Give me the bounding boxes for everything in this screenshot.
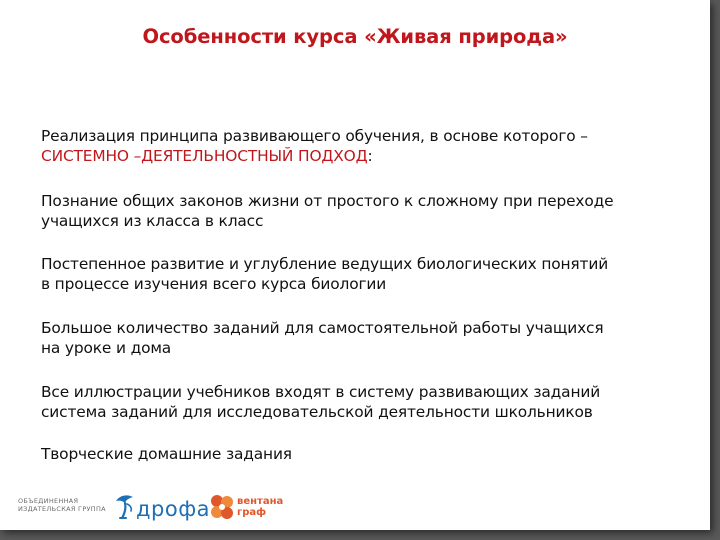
point-5 — [41, 444, 681, 464]
publishing-group-logo — [18, 497, 106, 513]
intro-paragraph — [41, 126, 681, 166]
intro-colon: : — [367, 147, 373, 165]
ventana-wordmark — [237, 496, 283, 518]
point-3-line-2: на уроке и дома — [41, 339, 172, 357]
intro-line-1: Реализация принципа развивающего обучения, в основе которого – — [41, 127, 588, 145]
intro-line-2 — [41, 146, 681, 166]
approach-highlight: СИСТЕМНО –ДЕЯТЕЛЬНОСТНЫЙ ПОДХОД — [41, 147, 368, 165]
ventana-mark-icon — [208, 492, 236, 522]
drofa-logo — [112, 491, 211, 525]
point-4 — [41, 382, 681, 422]
publisher-logos — [0, 490, 710, 530]
publishing-group-line-2: ИЗДАТЕЛЬСКАЯ ГРУППА — [18, 505, 106, 513]
point-4-line-1: Все иллюстрации учебников входят в систему развивающих заданий — [41, 383, 601, 401]
point-1 — [41, 191, 681, 231]
bird-icon — [112, 491, 138, 523]
slide-title: Особенности курса «Живая природа» — [142, 25, 568, 48]
point-4-line-2: система заданий для исследовательской деятельности школьников — [41, 403, 593, 421]
point-1-line-1: Познание общих законов жизни от простого к сложному при переходе — [41, 192, 614, 210]
point-2-line-1: Постепенное развитие и углубление ведущих биологических понятий — [41, 255, 609, 273]
ventana-logo — [208, 492, 288, 526]
drofa-wordmark: дрофа — [136, 497, 211, 521]
publishing-group-line-1: ОБЪЕДИНЕННАЯ — [18, 497, 79, 505]
point-3-line-1: Большое количество заданий для самостоятельной работы учащихся — [41, 319, 604, 337]
ventana-line-1: вентана — [237, 496, 284, 507]
point-2 — [41, 254, 681, 294]
point-2-line-2: в процессе изучения всего курса биологии — [41, 275, 387, 293]
point-1-line-2: учащихся из класса в класс — [41, 212, 264, 230]
point-3 — [41, 318, 681, 358]
point-5-line-1: Творческие домашние задания — [41, 445, 292, 463]
ventana-line-2: граф — [237, 507, 267, 518]
